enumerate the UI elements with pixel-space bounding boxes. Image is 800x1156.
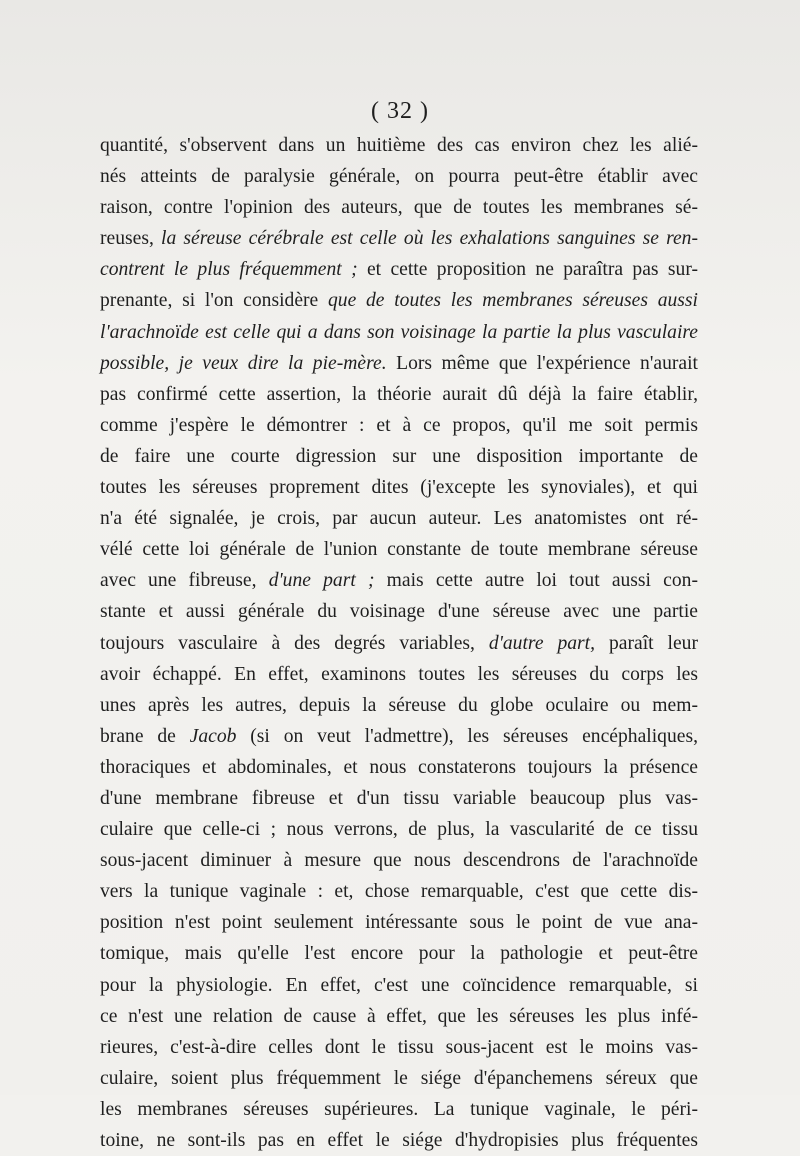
text-segment: toine, ne sont-ils pas en effet le siége d'hydropisies plus fréquentes: [100, 1130, 698, 1151]
text-segment: thoraciques et abdominales, et nous constaterons toujours la présence: [100, 756, 698, 778]
page-number: ( 32 ): [371, 98, 429, 124]
text-segment: brane de: [100, 725, 190, 747]
text-segment: vélé cette loi générale de l'union constante de toute membrane séreuse: [100, 539, 698, 561]
text-line: [100, 379, 698, 410]
text-segment: culaire que celle-ci ; nous verrons, de plus, la vascularité de ce tissu: [100, 819, 698, 841]
text-line: [100, 565, 698, 596]
italic-text-segment: d'une part ;: [268, 570, 375, 592]
text-segment: vers la tunique vaginale : et, chose remarquable, c'est que cette dis-: [100, 881, 698, 903]
text-line: [100, 845, 698, 876]
text-line: [100, 161, 698, 192]
text-segment: Lors même que l'expérience n'aurait: [386, 352, 698, 374]
text-segment: raison, contre l'opinion des auteurs, que de toutes les membranes sé-: [100, 197, 698, 219]
text-line: [100, 876, 698, 907]
text-line: [100, 254, 698, 285]
text-segment: sous-jacent diminuer à mesure que nous descendrons de l'arachnoïde: [100, 850, 698, 872]
text-line: [100, 130, 698, 161]
text-line: [100, 1001, 698, 1032]
italic-text-segment: d'autre part,: [488, 632, 596, 654]
text-line: [100, 628, 698, 659]
text-segment: pour la physiologie. En effet, c'est une coïncidence remarquable, si: [100, 974, 698, 996]
text-segment: culaire, soient plus fréquemment le siége d'épanchemens séreux que: [100, 1067, 698, 1089]
text-line: [100, 783, 698, 814]
text-line: [100, 348, 698, 379]
italic-text-segment: contrent le plus fréquemment ;: [100, 259, 358, 281]
text-line: [100, 659, 698, 690]
text-line: [100, 907, 698, 938]
text-segment: toujours vasculaire à des degrés variables,: [100, 632, 489, 654]
text-segment: (si on veut l'admettre), les séreuses encéphaliques,: [236, 725, 698, 747]
text-segment: position n'est point seulement intéressante sous le point de vue ana-: [100, 912, 698, 934]
text-segment: pas confirmé cette assertion, la théorie aurait dû déjà la faire établir,: [100, 383, 698, 405]
text-segment: paraît leur: [595, 632, 698, 654]
text-segment: de faire une courte digression sur une disposition importante de: [100, 445, 698, 467]
text-line: [100, 596, 698, 627]
italic-text-segment: Jacob: [189, 725, 237, 747]
text-line: [100, 938, 698, 969]
text-segment: d'une membrane fibreuse et d'un tissu variable beaucoup plus vas-: [100, 787, 698, 809]
text-line: [100, 1032, 698, 1063]
text-line: [100, 192, 698, 223]
text-segment: toutes les séreuses proprement dites (j'excepte les synoviales), et qui: [100, 477, 698, 499]
text-line: [100, 970, 698, 1001]
text-segment: avec une fibreuse,: [100, 570, 269, 592]
text-line: [100, 410, 698, 441]
text-segment: avoir échappé. En effet, examinons toutes les séreuses du corps les: [100, 663, 698, 685]
text-line: [100, 690, 698, 721]
text-line: [100, 721, 698, 752]
text-line: [100, 503, 698, 534]
text-segment: n'a été signalée, je crois, par aucun auteur. Les anatomistes ont ré-: [100, 508, 698, 530]
text-segment: mais cette autre loi tout aussi con-: [374, 570, 698, 592]
text-line: [100, 472, 698, 503]
text-segment: les membranes séreuses supérieures. La tunique vaginale, le péri-: [100, 1098, 698, 1120]
text-line: [100, 534, 698, 565]
text-line: [100, 317, 698, 348]
text-line: [100, 752, 698, 783]
text-segment: ce n'est une relation de cause à effet, que les séreuses les plus infé-: [100, 1005, 698, 1027]
text-segment: tomique, mais qu'elle l'est encore pour la pathologie et peut-être: [100, 943, 698, 965]
text-line: [100, 1094, 698, 1125]
italic-text-segment: l'arachnoïde est celle qui a dans son voisinage la partie la plus vasculaire: [100, 321, 698, 343]
text-segment: comme j'espère le démontrer : et à ce propos, qu'il me soit permis: [100, 414, 698, 436]
text-line: [100, 1125, 698, 1156]
text-line: [100, 1063, 698, 1094]
text-segment: nés atteints de paralysie générale, on pourra peut-être établir avec: [100, 166, 698, 188]
body-text: [100, 130, 698, 1156]
text-segment: et cette proposition ne paraîtra pas sur-: [357, 259, 698, 281]
text-segment: unes après les autres, depuis la séreuse du globe oculaire ou mem-: [100, 694, 698, 716]
text-segment: rieures, c'est-à-dire celles dont le tissu sous-jacent est le moins vas-: [100, 1036, 698, 1058]
italic-text-segment: la séreuse cérébrale est celle où les exhalations sanguines se ren-: [161, 228, 698, 250]
text-line: [100, 285, 698, 316]
italic-text-segment: que de toutes les membranes séreuses aussi: [327, 290, 698, 312]
text-segment: prenante, si l'on considère: [100, 290, 328, 312]
text-line: [100, 441, 698, 472]
text-segment: reuses,: [100, 228, 162, 250]
italic-text-segment: possible, je veux dire la pie-mère.: [100, 352, 387, 374]
text-segment: quantité, s'observent dans un huitième des cas environ chez les alié-: [100, 135, 698, 156]
text-line: [100, 223, 698, 254]
text-segment: stante et aussi générale du voisinage d'une séreuse avec une partie: [100, 601, 698, 623]
text-line: [100, 814, 698, 845]
